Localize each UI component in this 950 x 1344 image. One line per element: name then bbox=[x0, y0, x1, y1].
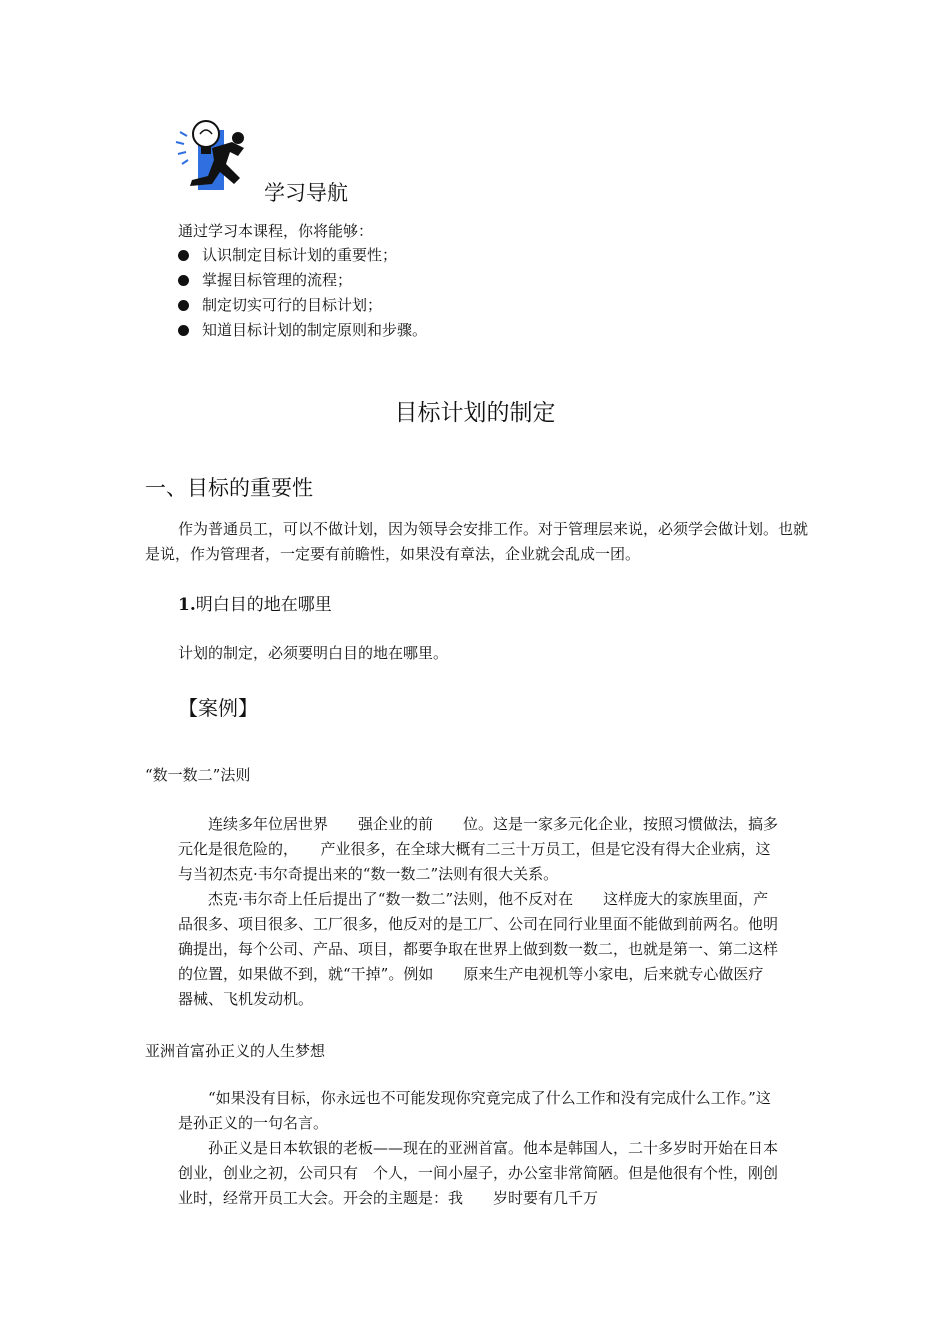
nav-objectives-list bbox=[178, 243, 427, 343]
case-body bbox=[178, 812, 778, 1012]
list-item: 认识制定目标计划的重要性； bbox=[178, 243, 427, 268]
nav-intro: 通过学习本课程，你将能够： bbox=[178, 222, 374, 240]
nav-title: 学习导航 bbox=[264, 181, 348, 205]
bullet-icon bbox=[178, 325, 189, 336]
case-paragraph: 孙正义是日本软银的老板——现在的亚洲首富。他本是韩国人，二十多岁时开始在日本创业，创业之初，公司只有 个人，一间小屋子，办公室非常简陋。但是他很有个性，刚创业时，经常开员工大会。开会的主题是：我 岁时要有几千万 bbox=[178, 1139, 779, 1207]
case-paragraph: 杰克·韦尔奇上任后提出了“数一数二”法则，他不反对在 这样庞大的家族里面，产品很多、项目很多、工厂很多，他反对的是工厂、公司在同行业里面不能做到前两名。他明确提出，每个公司、产品、项目，都要争取在世界上做到数一数二，也就是第一、第二这样的位置，如果做不到，就“干掉”。例如 原来生产电视机等小家电，后来就专心做医疗器械、飞机发动机。 bbox=[178, 890, 779, 1008]
subsection-title: 明白目的地在哪里 bbox=[195, 595, 332, 615]
subsection-number: 1. bbox=[178, 595, 196, 615]
case-paragraph: 连续多年位居世界 强企业的前 位。这是一家多元化企业，按照习惯做法，搞多元化是很危险的， 产业很多，在全球大概有二三十万员工，但是它没有得大企业病，这与当初杰克·韦尔奇提出来的“数一数二”法则有很大关系。 bbox=[178, 815, 779, 883]
case-title: “数一数二”法则 bbox=[145, 766, 251, 784]
bullet-icon bbox=[178, 250, 189, 261]
section-heading: 一、目标的重要性 bbox=[145, 476, 313, 500]
case-label: 【案例】 bbox=[178, 696, 258, 720]
list-item: 掌握目标管理的流程； bbox=[178, 268, 427, 293]
case-title: 亚洲首富孙正义的人生梦想 bbox=[145, 1042, 326, 1060]
subsection-heading bbox=[178, 590, 332, 615]
bullet-icon bbox=[178, 275, 189, 286]
section-paragraph: 作为普通员工，可以不做计划，因为领导会安排工作。对于管理层来说，必须学会做计划。也就是说，作为管理者，一定要有前瞻性，如果没有章法，企业就会乱成一团。 bbox=[145, 520, 809, 563]
list-item: 制定切实可行的目标计划； bbox=[178, 293, 427, 318]
document-title: 目标计划的制定 bbox=[394, 400, 556, 426]
list-item: 知道目标计划的制定原则和步骤。 bbox=[178, 318, 427, 343]
case-body bbox=[178, 1086, 778, 1211]
bullet-icon bbox=[178, 300, 189, 311]
case-paragraph: “如果没有目标，你永远也不可能发现你究竟完成了什么工作和没有完成什么工作。”这是孙正义的一句名言。 bbox=[178, 1089, 771, 1132]
subsection-paragraph: 计划的制定，必须要明白目的地在哪里。 bbox=[178, 644, 449, 662]
lightbulb-runner-icon bbox=[172, 112, 262, 198]
